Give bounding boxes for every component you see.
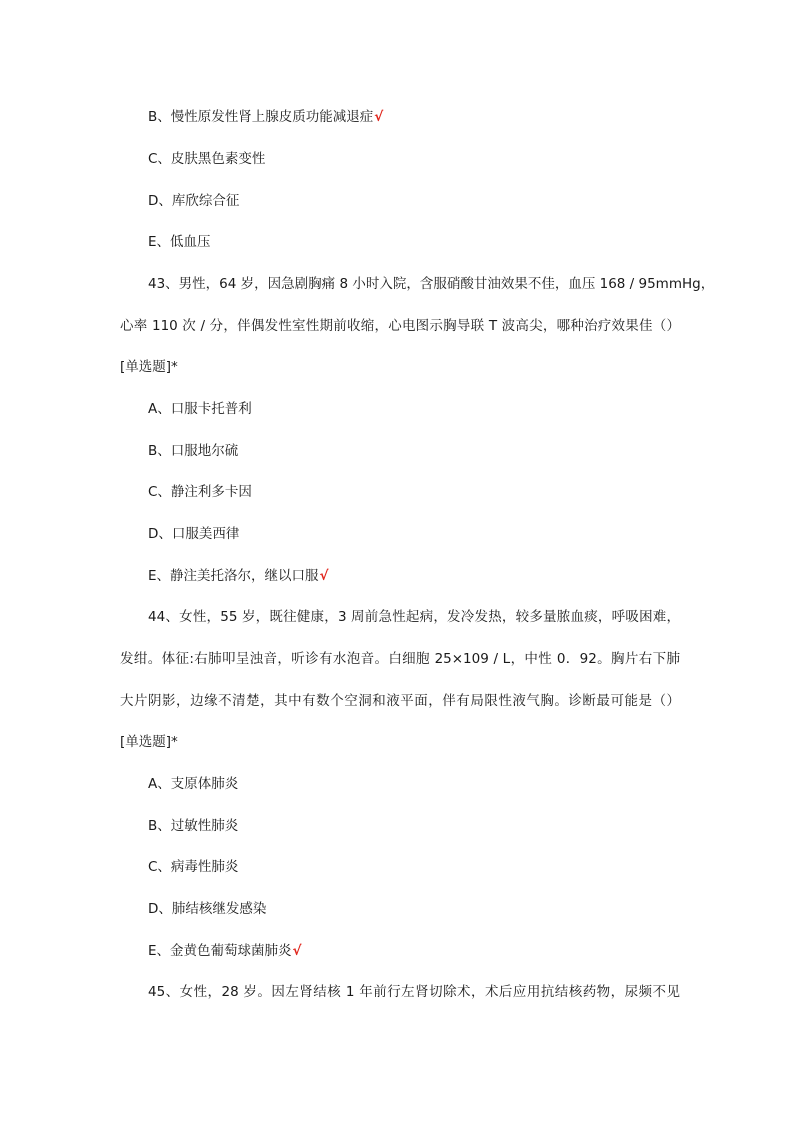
option-d-block1 — [148, 192, 239, 210]
option-text: D、口服美西律 — [148, 526, 240, 542]
option-c-block1 — [148, 150, 265, 168]
option-text: E、低血压 — [148, 234, 211, 250]
option-text: C、病毒性肺炎 — [148, 859, 239, 875]
correct-check-icon: √ — [292, 943, 302, 959]
q43-stem-line-1: 43、男性，64 岁，因急剧胸痛 8 小时入院，含服硝酸甘油效果不佳，血压 168 / 95mmHg， — [148, 276, 715, 292]
q43-option-b — [148, 442, 238, 460]
q43-option-d — [148, 525, 239, 543]
option-text: B、过敏性肺炎 — [148, 818, 239, 834]
option-b-block1 — [148, 108, 383, 126]
option-text: C、静注利多卡因 — [148, 484, 252, 500]
q44-option-a — [148, 775, 238, 793]
q44-stem-line-2: 发绀。体征:右肺叩呈浊音，听诊有水泡音。白细胞 25×109 / L，中性 0．92。胸片右下肺 — [120, 651, 680, 667]
option-e-block1 — [148, 233, 211, 251]
option-text: A、支原体肺炎 — [148, 776, 239, 792]
q44-option-d — [148, 900, 266, 918]
q43-type-label: [单选题]* — [120, 359, 178, 375]
q44-stem-line-3: 大片阴影，边缘不清楚，其中有数个空洞和液平面，伴有局限性液气胸。诊断最可能是（） — [120, 693, 680, 709]
q44-option-e — [148, 942, 302, 960]
q44-option-b — [148, 817, 238, 835]
q44-type-label: [单选题]* — [120, 734, 178, 750]
option-text: C、皮肤黑色素变性 — [148, 151, 266, 167]
correct-check-icon: √ — [374, 109, 384, 125]
q44-option-c — [148, 858, 238, 876]
q43-stem-line-2: 心率 110 次 / 分，伴偶发性室性期前收缩，心电图示胸导联 T 波高尖，哪种治疗效果佳（） — [120, 318, 680, 334]
q43-option-e — [148, 567, 329, 585]
q44-stem-line-1: 44、女性，55 岁，既往健康，3 周前急性起病，发冷发热，较多量脓血痰，呼吸困难， — [148, 609, 680, 625]
option-text: B、口服地尔硫 — [148, 443, 239, 459]
option-text: E、静注美托洛尔，继以口服 — [148, 568, 319, 584]
correct-check-icon: √ — [319, 568, 329, 584]
q45-stem-line-1: 45、女性，28 岁。因左肾结核 1 年前行左肾切除术，术后应用抗结核药物，尿频不见 — [148, 984, 680, 1000]
q43-option-a — [148, 400, 252, 418]
option-text: B、慢性原发性肾上腺皮质功能减退症 — [148, 109, 374, 125]
q43-option-c — [148, 483, 252, 501]
option-text: D、库欣综合征 — [148, 193, 240, 209]
option-text: D、肺结核继发感染 — [148, 901, 267, 917]
option-text: A、口服卡托普利 — [148, 401, 252, 417]
option-text: E、金黄色葡萄球菌肺炎 — [148, 943, 292, 959]
